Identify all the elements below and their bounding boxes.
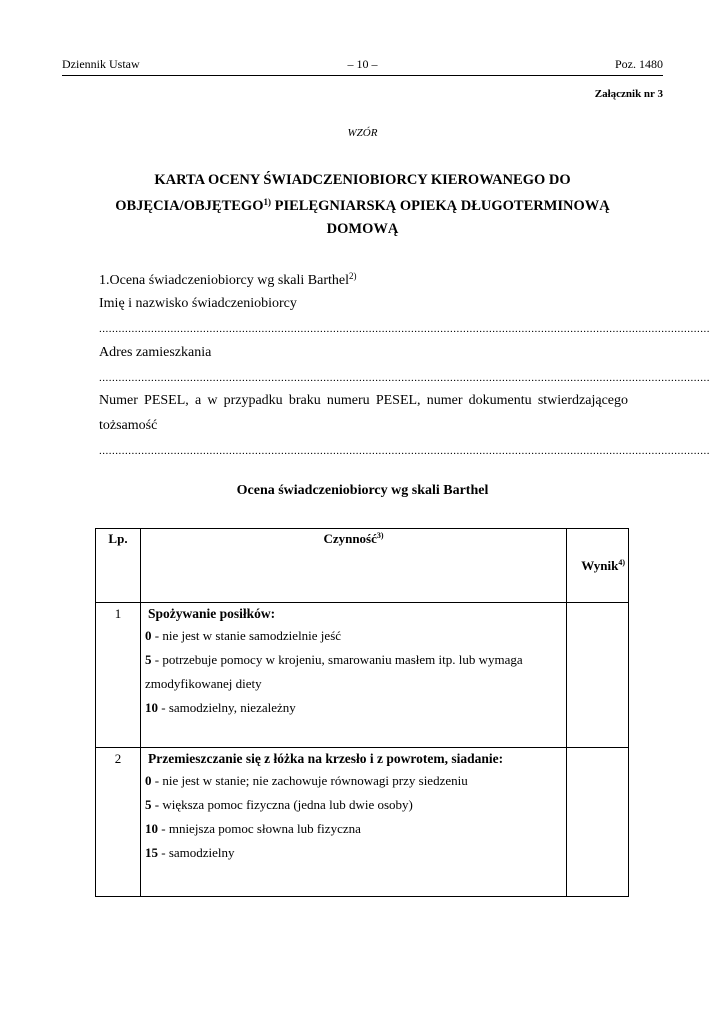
pesel-label-cont: tożsamość: [99, 418, 158, 433]
option: 15 - samodzielny: [145, 845, 235, 860]
footnote-ref-4: 4): [618, 557, 625, 567]
header-divider: [62, 75, 663, 76]
header-result: [567, 529, 629, 603]
table-header-row: [96, 529, 629, 603]
position-number: Poz. 1480: [615, 57, 663, 71]
header-activity: [141, 529, 567, 603]
template-label: WZÓR: [347, 127, 378, 139]
footnote-ref-1: 1): [263, 197, 271, 207]
row-result-cell[interactable]: [567, 603, 629, 748]
header-activity-text: Czynność: [323, 531, 377, 546]
address-label: Adres zamieszkania: [99, 345, 212, 360]
option: 5 - potrzebuje pomocy w krojeniu, smarowaniu masłem itp. lub wymaga zmodyfikowanej diety: [145, 652, 523, 691]
option: 5 - większa pomoc fizyczna (jedna lub dwie osoby): [145, 797, 413, 812]
document-title-line1: KARTA OCENY ŚWIADCZENIOBIORCY KIEROWANEGO DO: [154, 172, 571, 188]
activity-title: Przemieszczanie się z łóżka na krzesło i z powrotem, siadanie:: [148, 751, 504, 766]
document-title-line3: DOMOWĄ: [326, 221, 399, 237]
footnote-ref-3: 3): [376, 531, 384, 540]
pesel-field[interactable]: ............................................................................................................................................................................................: [99, 445, 710, 457]
section-heading-text: 1.Ocena świadczeniobiorcy wg skali Barthel: [99, 273, 349, 288]
table-row: [96, 603, 629, 748]
activity-title: Spożywanie posiłków:: [148, 606, 276, 621]
footnote-ref-2: 2): [348, 271, 357, 281]
title-part-b: PIELĘGNIARSKĄ OPIEKĄ DŁUGOTERMINOWĄ: [270, 198, 610, 214]
annex-label: Załącznik nr 3: [594, 88, 663, 100]
row-activity: [141, 603, 567, 748]
table-row: [96, 748, 629, 897]
option: 10 - samodzielny, niezależny: [145, 700, 296, 715]
row-result-cell[interactable]: [567, 748, 629, 897]
page-number: – 10 –: [347, 57, 378, 71]
journal-name: Dziennik Ustaw: [62, 57, 140, 71]
name-field[interactable]: ............................................................................................................................................................................................: [99, 323, 710, 335]
title-part-a: OBJĘCIA/OBJĘTEGO: [115, 198, 264, 214]
row-lp: 1: [96, 603, 141, 748]
barthel-table: [95, 528, 629, 897]
row-activity: [141, 748, 567, 897]
section-heading: [99, 271, 356, 289]
pesel-label: Numer PESEL, a w przypadku braku numeru PESEL, numer dokumentu stwierdzającego: [99, 393, 628, 408]
option: 0 - nie jest w stanie; nie zachowuje równowagi przy siedzeniu: [145, 773, 468, 788]
table-title: Ocena świadczeniobiorcy wg skali Barthel: [236, 483, 489, 498]
address-field[interactable]: ............................................................................................................................................................................................: [99, 372, 710, 384]
row-lp: 2: [96, 748, 141, 897]
option: 0 - nie jest w stanie samodzielnie jeść: [145, 628, 342, 643]
name-label: Imię i nazwisko świadczeniobiorcy: [99, 296, 297, 311]
header-result-text: Wynik: [581, 557, 619, 573]
option: 10 - mniejsza pomoc słowna lub fizyczna: [145, 821, 361, 836]
document-title-line2: [90, 197, 635, 215]
header-lp: Lp.: [96, 529, 141, 603]
